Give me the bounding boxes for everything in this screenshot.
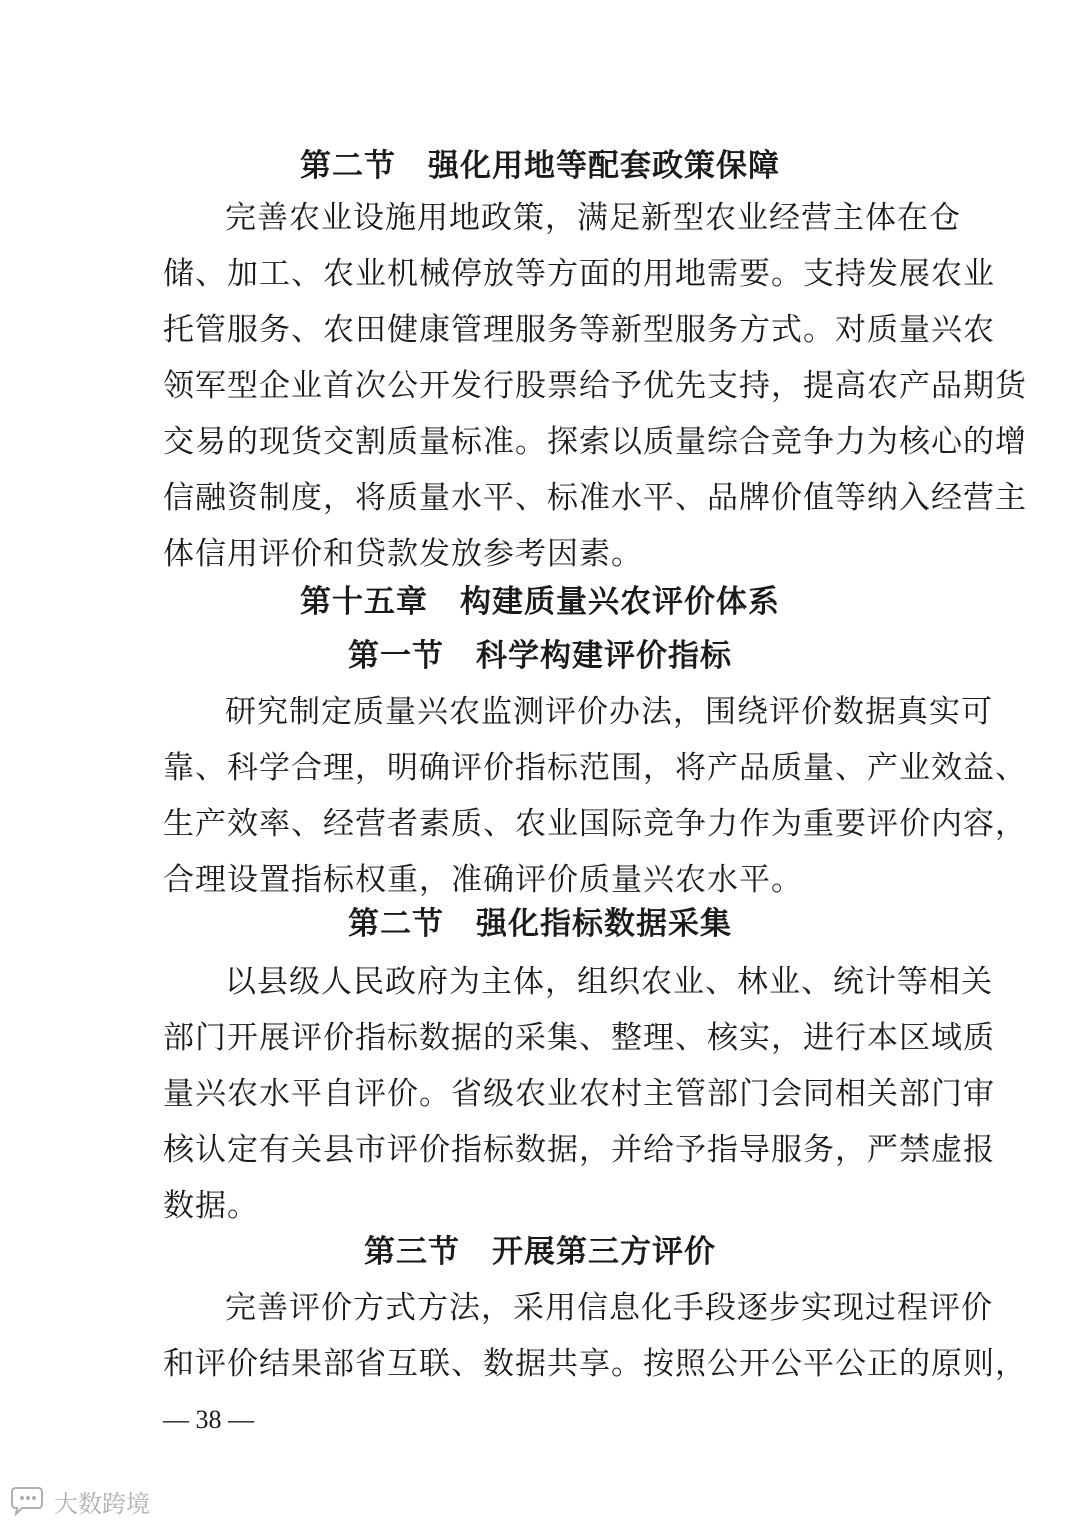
paragraph-line: 交易的现货交割质量标准。探索以质量综合竞争力为核心的增: [163, 424, 1027, 460]
paragraph-line: 生产效率、经营者素质、农业国际竞争力作为重要评价内容，: [163, 806, 1027, 842]
paragraph-land-policy: [163, 190, 1027, 582]
paragraph-line: 信融资制度，将质量水平、标准水平、品牌价值等纳入经营主: [163, 480, 1027, 516]
paragraph-indicators: [163, 684, 1027, 908]
paragraph-line: 研究制定质量兴农监测评价办法，围绕评价数据真实可: [225, 694, 993, 730]
paragraph-data-collection: [163, 954, 995, 1234]
paragraph-line: 领军型企业首次公开发行股票给予优先支持，提高农产品期货: [163, 368, 1027, 404]
paragraph-line: 部门开展评价指标数据的采集、整理、核实，进行本区域质: [163, 1020, 995, 1056]
section-heading-third-party: 第三节 开展第三方评价: [364, 1234, 716, 1270]
section-heading-indicators: 第一节 科学构建评价指标: [348, 638, 732, 674]
paragraph-line: 和评价结果部省互联、数据共享。按照公开公平公正的原则，: [163, 1346, 1027, 1382]
watermark: [8, 1484, 150, 1518]
paragraph-line: 靠、科学合理，明确评价指标范围，将产品质量、产业效益、: [163, 750, 1027, 786]
section-heading-land-policy: 第二节 强化用地等配套政策保障: [300, 148, 780, 184]
paragraph-third-party: [163, 1280, 1027, 1392]
paragraph-line: 储、加工、农业机械停放等方面的用地需要。支持发展农业: [163, 256, 995, 292]
paragraph-line: 体信用评价和贷款发放参考因素。: [163, 536, 643, 572]
chapter-heading: 第十五章 构建质量兴农评价体系: [300, 584, 780, 620]
paragraph-line: 合理设置指标权重，准确评价质量兴农水平。: [163, 862, 803, 898]
watermark-text: 大数跨境: [54, 1489, 150, 1518]
paragraph-line: 完善评价方式方法，采用信息化手段逐步实现过程评价: [225, 1290, 993, 1326]
paragraph-line: 数据。: [163, 1188, 259, 1224]
paragraph-line: 核认定有关县市评价指标数据，并给予指导服务，严禁虚报: [163, 1132, 995, 1168]
paragraph-line: 托管服务、农田健康管理服务等新型服务方式。对质量兴农: [163, 312, 995, 348]
page-number: — 38 —: [163, 1405, 254, 1434]
paragraph-line: 以县级人民政府为主体，组织农业、林业、统计等相关: [225, 964, 993, 1000]
section-heading-data-collection: 第二节 强化指标数据采集: [348, 906, 732, 942]
paragraph-line: 完善农业设施用地政策，满足新型农业经营主体在仓: [225, 200, 961, 236]
paragraph-line: 量兴农水平自评价。省级农业农村主管部门会同相关部门审: [163, 1076, 995, 1112]
speech-bubble-logo-icon: [8, 1486, 48, 1516]
